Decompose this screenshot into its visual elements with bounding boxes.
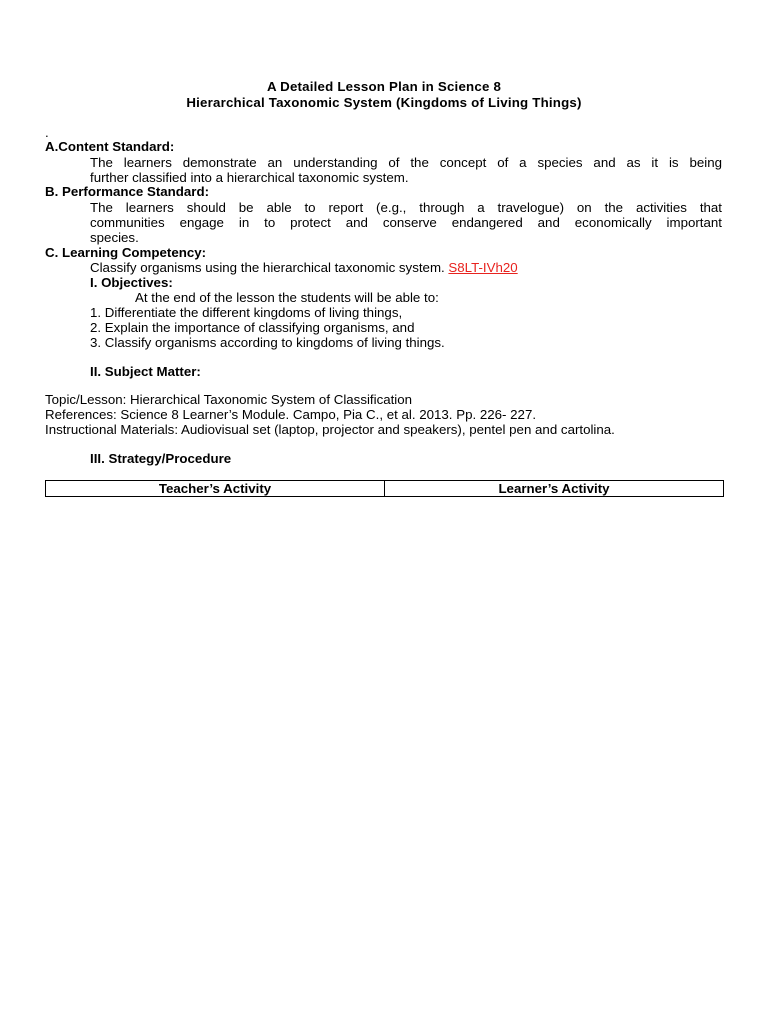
- teacher-activity-header: Teacher’s Activity: [46, 481, 385, 497]
- stray-mark: .: [45, 125, 49, 140]
- performance-standard-line3: species.: [90, 230, 139, 245]
- learning-competency-heading: C. Learning Competency:: [45, 245, 207, 260]
- objective-item: 2. Explain the importance of classifying organisms, and: [90, 320, 415, 335]
- objectives-intro: At the end of the lesson the students will be able to:: [135, 290, 439, 305]
- procedure-table-header-row: [46, 481, 724, 497]
- objectives-heading: I. Objectives:: [90, 275, 173, 290]
- performance-standard-line1: The learners should be able to report (e.g., through a travelogue) on the activities that: [90, 200, 722, 215]
- page-subtitle: Hierarchical Taxonomic System (Kingdoms of Living Things): [186, 95, 582, 110]
- learning-competency-description: Classify organisms using the hierarchical taxonomic system.: [90, 260, 445, 275]
- content-standard-line2: further classified into a hierarchical taxonomic system.: [90, 170, 409, 185]
- content-standard-heading: A.Content Standard:: [45, 139, 175, 154]
- subject-matter-topic: Topic/Lesson: Hierarchical Taxonomic System of Classification: [45, 392, 413, 407]
- subject-matter-heading: II. Subject Matter:: [90, 364, 201, 379]
- learning-competency-text: [90, 260, 518, 275]
- performance-standard-heading: B. Performance Standard:: [45, 184, 210, 199]
- content-standard-line1: The learners demonstrate an understanding of the concept of a species and as it is being: [90, 155, 722, 170]
- page-title: A Detailed Lesson Plan in Science 8: [266, 79, 502, 94]
- performance-standard-line2: communities engage in to protect and conserve endangered and economically important: [90, 215, 722, 230]
- objective-item: 1. Differentiate the different kingdoms of living things,: [90, 305, 403, 320]
- procedure-table: [45, 480, 724, 497]
- subject-matter-references: References: Science 8 Learner’s Module. Campo, Pia C., et al. 2013. Pp. 226- 227.: [45, 407, 537, 422]
- learner-activity-header: Learner’s Activity: [385, 481, 724, 497]
- objective-item: 3. Classify organisms according to kingdoms of living things.: [90, 335, 445, 350]
- strategy-heading: III. Strategy/Procedure: [90, 451, 232, 466]
- competency-code-link[interactable]: S8LT-IVh20: [448, 260, 518, 275]
- subject-matter-materials: Instructional Materials: Audiovisual set (laptop, projector and speakers), pentel pen and cartolina.: [45, 422, 615, 437]
